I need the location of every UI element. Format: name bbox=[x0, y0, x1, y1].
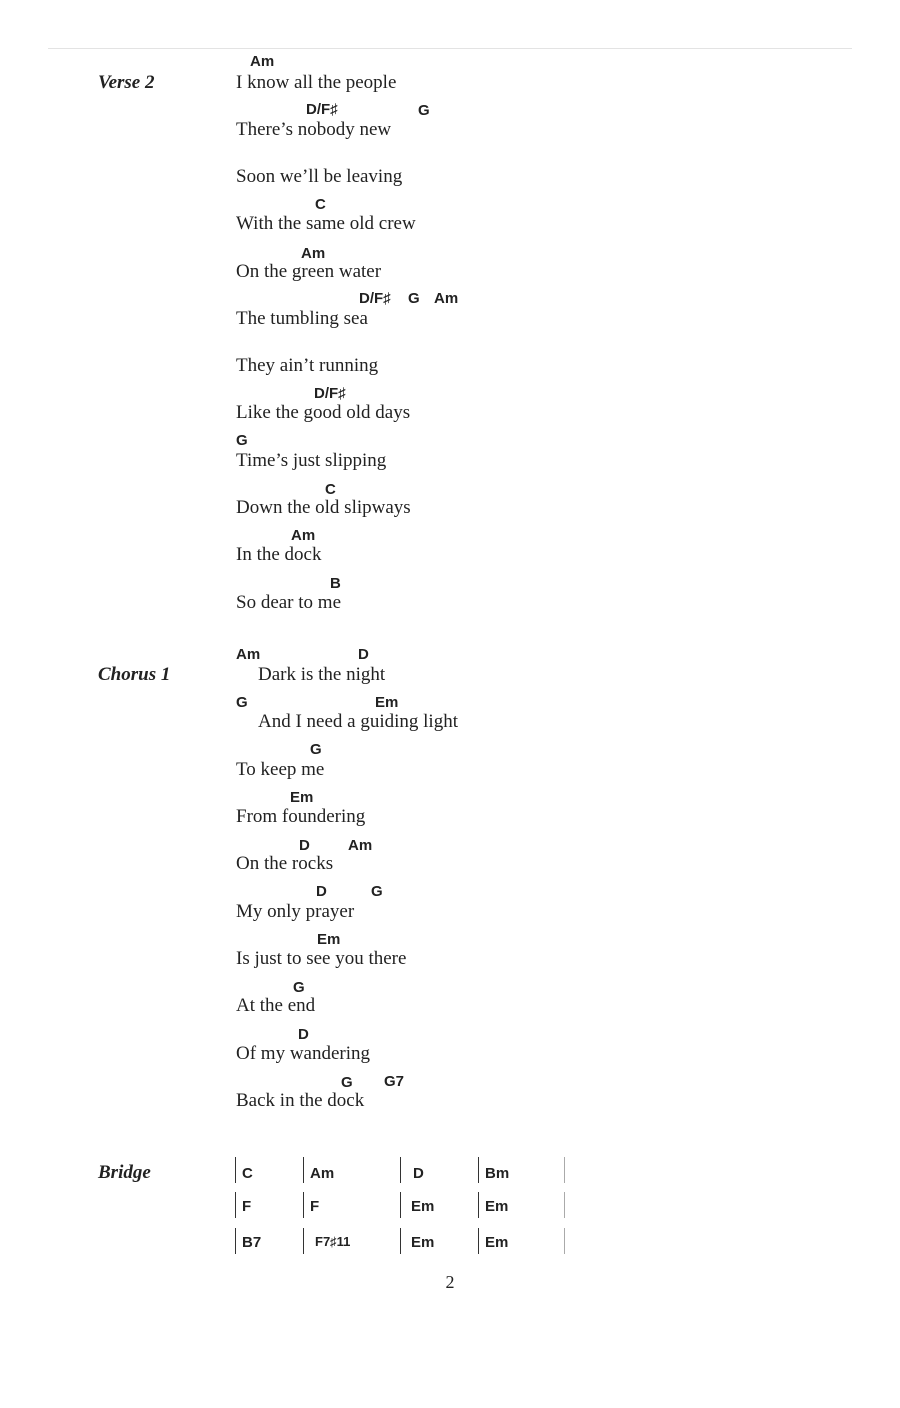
chord: Em bbox=[290, 789, 314, 806]
chord: Am bbox=[348, 837, 373, 854]
chord: G bbox=[371, 883, 383, 900]
bridge-chord: Am bbox=[310, 1165, 335, 1182]
chord: G bbox=[236, 432, 248, 449]
chord: D/F♯ bbox=[314, 385, 346, 402]
lyric-line: On the green water bbox=[236, 261, 382, 282]
chord: G bbox=[408, 290, 420, 307]
chord: G bbox=[310, 741, 322, 758]
lyric-line: Back in the dock bbox=[236, 1090, 365, 1111]
chord: Am bbox=[250, 53, 275, 70]
lyric-line: To keep me bbox=[236, 759, 325, 780]
lyric-line: Time’s just slipping bbox=[236, 450, 387, 471]
chord: B bbox=[330, 575, 341, 592]
chord: Em bbox=[317, 931, 341, 948]
section-label-verse-2: Verse 2 bbox=[98, 72, 155, 93]
lyric-line: At the end bbox=[236, 995, 316, 1016]
bridge-chord: B7 bbox=[242, 1234, 262, 1251]
bridge-chord: F7♯11 bbox=[315, 1234, 351, 1249]
section-label-chorus-1: Chorus 1 bbox=[98, 664, 171, 685]
bar-line bbox=[235, 1228, 236, 1254]
bar-line bbox=[478, 1228, 479, 1254]
top-rule bbox=[48, 48, 852, 49]
lyric-line: In the dock bbox=[236, 544, 322, 565]
bridge-chord: Em bbox=[485, 1198, 509, 1215]
chord: G7 bbox=[384, 1073, 405, 1090]
bridge-chord: Em bbox=[411, 1198, 435, 1215]
bar-line bbox=[478, 1192, 479, 1218]
bar-line bbox=[235, 1157, 236, 1183]
bar-line bbox=[478, 1157, 479, 1183]
bar-line bbox=[303, 1192, 304, 1218]
chord: Em bbox=[375, 694, 399, 711]
chord: Am bbox=[301, 245, 326, 262]
bridge-chord: C bbox=[242, 1165, 253, 1182]
page-number: 2 bbox=[445, 1272, 455, 1292]
bar-line bbox=[564, 1157, 565, 1183]
lyric-line: Like the good old days bbox=[236, 402, 411, 423]
lyric-line: My only prayer bbox=[236, 901, 355, 922]
lyric-line: Down the old slipways bbox=[236, 497, 411, 518]
chord: Am bbox=[291, 527, 316, 544]
lyric-line: Dark is the night bbox=[258, 664, 386, 685]
chord: C bbox=[315, 196, 326, 213]
lyric-line: I know all the people bbox=[236, 72, 397, 93]
lyric-line: With the same old crew bbox=[236, 213, 416, 234]
lyric-line: They ain’t running bbox=[236, 355, 379, 376]
section-label-bridge: Bridge bbox=[98, 1162, 151, 1183]
bridge-chord: Bm bbox=[485, 1165, 510, 1182]
lyric-line: On the rocks bbox=[236, 853, 334, 874]
lyric-line: The tumbling sea bbox=[236, 308, 368, 329]
chord: G bbox=[341, 1074, 353, 1091]
chord: D/F♯ bbox=[359, 290, 391, 307]
chord: Am bbox=[434, 290, 459, 307]
bar-line bbox=[303, 1157, 304, 1183]
chord: D bbox=[298, 1026, 309, 1043]
lyric-line: Is just to see you there bbox=[236, 948, 407, 969]
bridge-chord: F bbox=[242, 1198, 252, 1215]
bridge-chord: F bbox=[310, 1198, 320, 1215]
chord: D bbox=[358, 646, 369, 663]
lyric-line: Soon we’ll be leaving bbox=[236, 166, 403, 187]
bar-line bbox=[564, 1228, 565, 1254]
chord: D/F♯ bbox=[306, 101, 338, 118]
lyric-line: From foundering bbox=[236, 806, 366, 827]
bar-line bbox=[235, 1192, 236, 1218]
lyric-line: And I need a guiding light bbox=[258, 711, 458, 732]
bridge-chord: Em bbox=[411, 1234, 435, 1251]
bar-line bbox=[400, 1192, 401, 1218]
lyric-line: So dear to me bbox=[236, 592, 342, 613]
lyric-line: Of my wandering bbox=[236, 1043, 371, 1064]
bridge-chord: Em bbox=[485, 1234, 509, 1251]
chord: Am bbox=[236, 646, 261, 663]
chord: C bbox=[325, 481, 336, 498]
chord: G bbox=[418, 102, 430, 119]
chord: D bbox=[299, 837, 310, 854]
chord: G bbox=[293, 979, 305, 996]
bar-line bbox=[400, 1157, 401, 1183]
bar-line bbox=[564, 1192, 565, 1218]
chord: G bbox=[236, 694, 248, 711]
lyric-line: There’s nobody new bbox=[236, 119, 392, 140]
chord: D bbox=[316, 883, 327, 900]
bar-line bbox=[303, 1228, 304, 1254]
bar-line bbox=[400, 1228, 401, 1254]
bridge-chord: D bbox=[413, 1165, 424, 1182]
